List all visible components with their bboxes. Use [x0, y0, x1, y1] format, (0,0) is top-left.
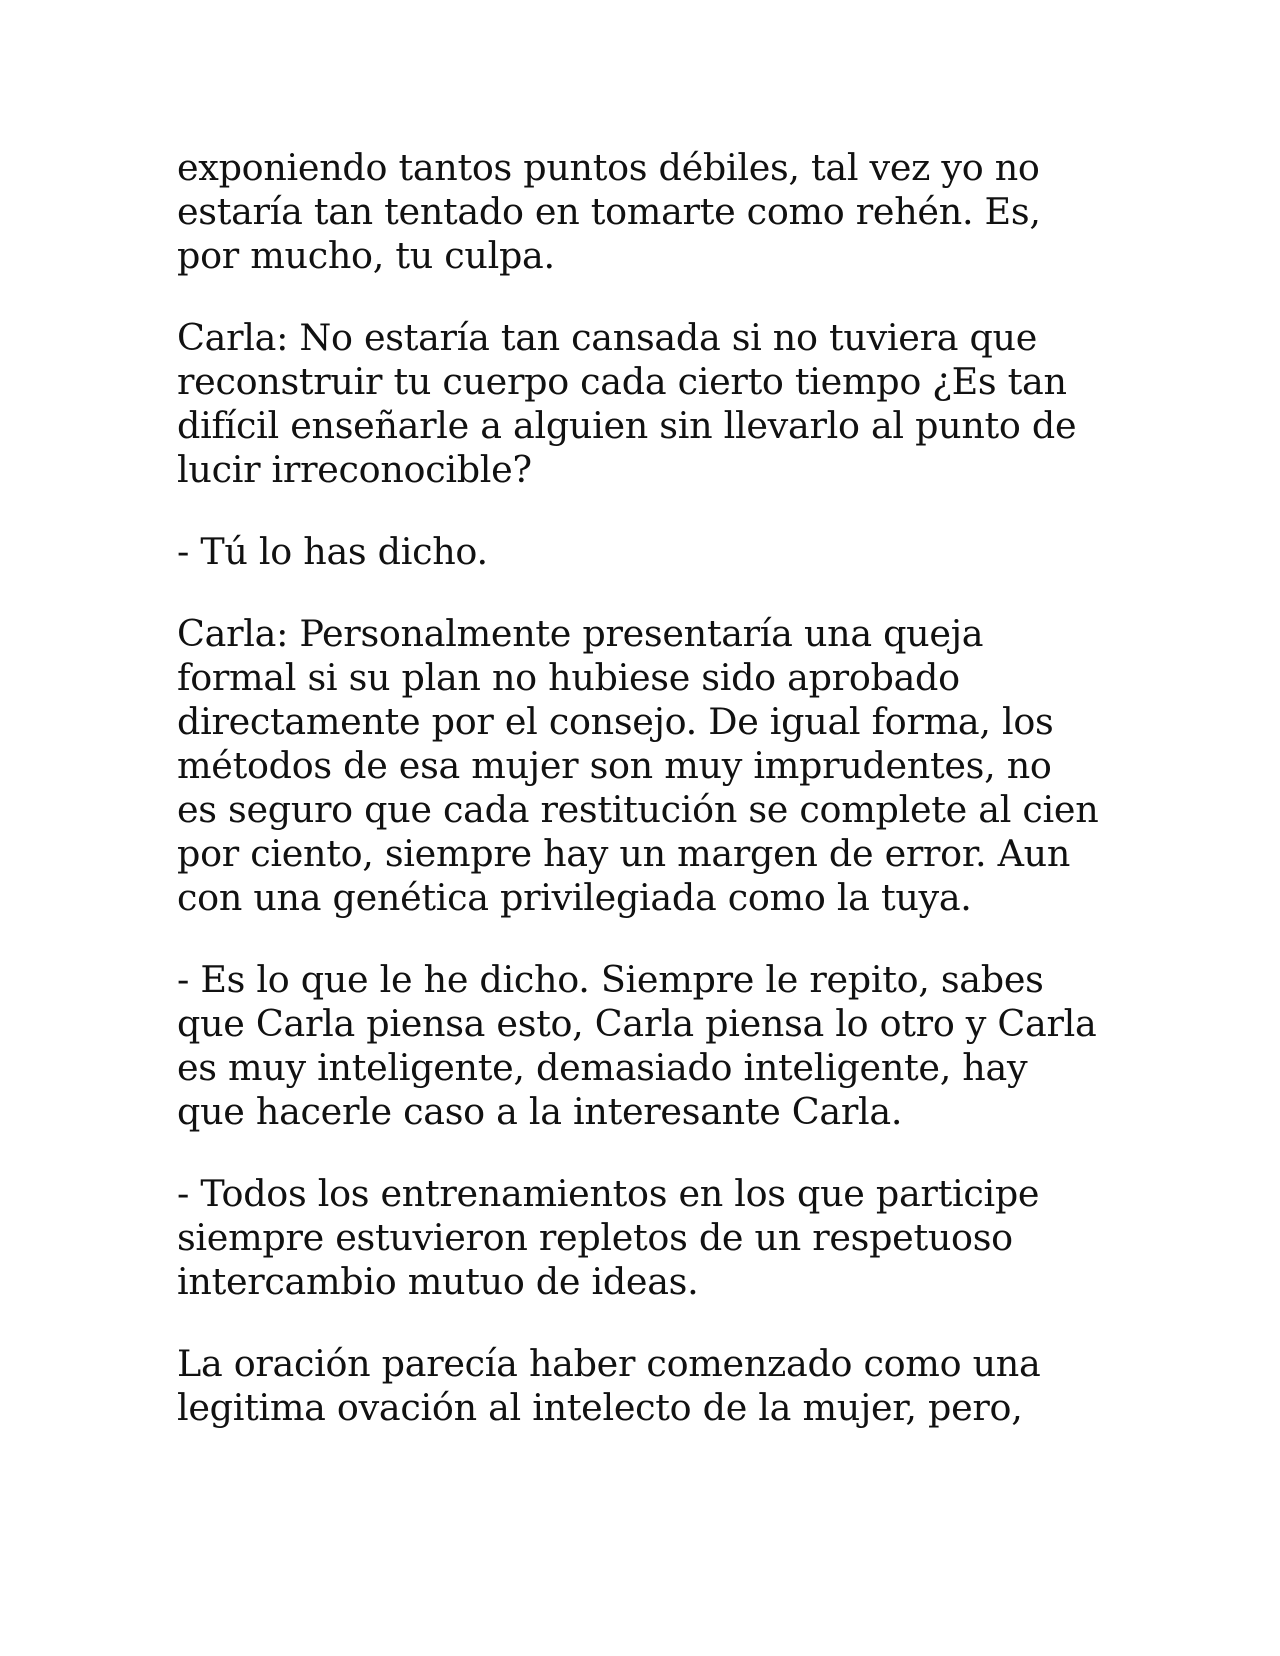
text-line: reconstruir tu cuerpo cada cierto tiempo ¿Es tan — [177, 360, 1067, 403]
paragraph-3 — [177, 530, 1117, 574]
text-line: legitima ovación al intelecto de la mujer, pero, — [177, 1386, 1023, 1429]
text-line: por mucho, tu culpa. — [177, 234, 555, 277]
text-line: con una genética privilegiada como la tuya. — [177, 876, 972, 919]
paragraph-2 — [177, 316, 1117, 492]
text-line: formal si su plan no hubiese sido aprobado — [177, 656, 960, 699]
text-line: siempre estuvieron repletos de un respetuoso — [177, 1216, 1013, 1259]
text-line: que Carla piensa esto, Carla piensa lo otro y Carla — [177, 1002, 1097, 1045]
paragraph-1 — [177, 146, 1117, 278]
paragraph-5 — [177, 958, 1117, 1134]
paragraph-4 — [177, 612, 1117, 920]
text-line: es seguro que cada restitución se complete al cien — [177, 788, 1099, 831]
text-line: difícil enseñarle a alguien sin llevarlo al punto de — [177, 404, 1077, 447]
paragraph-7 — [177, 1342, 1117, 1430]
text-line: que hacerle caso a la interesante Carla. — [177, 1090, 903, 1133]
text-line: Carla: Personalmente presentaría una queja — [177, 612, 984, 655]
text-line: intercambio mutuo de ideas. — [177, 1260, 699, 1303]
text-line: lucir irreconocible? — [177, 448, 532, 491]
paragraph-6 — [177, 1172, 1117, 1304]
text-line: Carla: No estaría tan cansada si no tuviera que — [177, 316, 1038, 359]
text-line: es muy inteligente, demasiado inteligente, hay — [177, 1046, 1028, 1089]
text-line: exponiendo tantos puntos débiles, tal vez yo no — [177, 146, 1040, 189]
text-line: - Todos los entrenamientos en los que participe — [177, 1172, 1040, 1215]
document-page — [177, 146, 1117, 1468]
text-line: estaría tan tentado en tomarte como rehén. Es, — [177, 190, 1041, 233]
text-line: - Tú lo has dicho. — [177, 530, 488, 573]
text-line: directamente por el consejo. De igual forma, los — [177, 700, 1054, 743]
text-line: por ciento, siempre hay un margen de error. Aun — [177, 832, 1071, 875]
text-line: - Es lo que le he dicho. Siempre le repito, sabes — [177, 958, 1044, 1001]
text-line: La oración parecía haber comenzado como una — [177, 1342, 1041, 1385]
text-line: métodos de esa mujer son muy imprudentes, no — [177, 744, 1052, 787]
